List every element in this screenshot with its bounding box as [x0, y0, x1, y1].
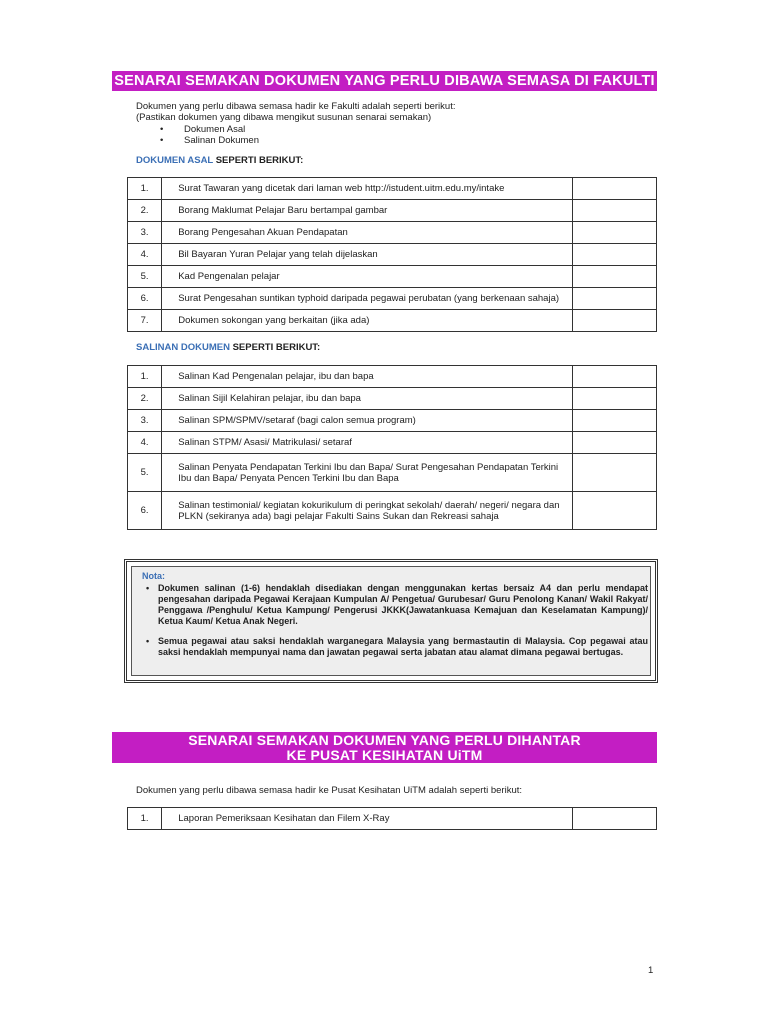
table-row	[128, 432, 657, 454]
row-number: 6.	[128, 492, 162, 530]
check-box-cell[interactable]	[572, 432, 656, 454]
row-number: 3.	[128, 222, 162, 244]
row-description: Dokumen sokongan yang berkaitan (jika ada)	[162, 310, 573, 332]
bullet-item: • Salinan Dokumen	[160, 135, 259, 146]
asal-heading	[136, 155, 303, 166]
page-number: 1	[648, 965, 654, 976]
table-row	[128, 244, 657, 266]
table-row	[128, 310, 657, 332]
table-row	[128, 388, 657, 410]
table-row	[128, 808, 657, 830]
row-description: Salinan testimonial/ kegiatan kokurikulum di peringkat sekolah/ daerah/ negeri/ negara dan PLKN (sekiranya ada) bagi pelajar Fakulti Sains Sukan dan Rekreasi sahaja	[162, 492, 573, 530]
banner-line-1: SENARAI SEMAKAN DOKUMEN YANG PERLU DIHANTAR	[188, 732, 581, 748]
row-number: 4.	[128, 432, 162, 454]
check-box-cell[interactable]	[572, 266, 656, 288]
row-number: 1.	[128, 808, 162, 830]
row-number: 2.	[128, 388, 162, 410]
note-list	[144, 583, 648, 667]
asal-heading-highlight: DOKUMEN ASAL	[136, 155, 214, 166]
intro-bullet-list	[160, 124, 259, 146]
row-description: Laporan Pemeriksaan Kesihatan dan Filem X-Ray	[162, 808, 573, 830]
asal-heading-rest: SEPERTI BERIKUT:	[213, 155, 304, 166]
row-description: Salinan SPM/SPMV/setaraf (bagi calon semua program)	[162, 410, 573, 432]
row-number: 4.	[128, 244, 162, 266]
row-description: Salinan Kad Pengenalan pelajar, ibu dan bapa	[162, 366, 573, 388]
check-box-cell[interactable]	[572, 244, 656, 266]
check-box-cell[interactable]	[572, 808, 656, 830]
intro-line-2: (Pastikan dokumen yang dibawa mengikut susunan senarai semakan)	[136, 112, 432, 123]
intro-line-1: Dokumen yang perlu dibawa semasa hadir ke Fakulti adalah seperti berikut:	[136, 101, 456, 112]
table-row	[128, 222, 657, 244]
row-description: Salinan Penyata Pendapatan Terkini Ibu dan Bapa/ Surat Pengesahan Pendapatan Terkini Ibu dan Bapa/ Penyata Pencen Terkini Ibu dan Bapa	[162, 454, 573, 492]
note-box	[124, 559, 658, 683]
row-number: 5.	[128, 454, 162, 492]
table-row	[128, 492, 657, 530]
row-number: 5.	[128, 266, 162, 288]
check-box-cell[interactable]	[572, 388, 656, 410]
check-box-cell[interactable]	[572, 178, 656, 200]
row-description: Salinan Sijil Kelahiran pelajar, ibu dan bapa	[162, 388, 573, 410]
table-row	[128, 410, 657, 432]
row-number: 6.	[128, 288, 162, 310]
section-banner-fakulti: SENARAI SEMAKAN DOKUMEN YANG PERLU DIBAWA SEMASA DI FAKULTI	[112, 71, 657, 91]
table-row	[128, 288, 657, 310]
banner-line-2: KE PUSAT KESIHATAN UiTM	[286, 746, 483, 763]
table-row	[128, 266, 657, 288]
check-box-cell[interactable]	[572, 200, 656, 222]
table-row	[128, 366, 657, 388]
table-row	[128, 178, 657, 200]
table-row	[128, 454, 657, 492]
row-number: 7.	[128, 310, 162, 332]
check-box-cell[interactable]	[572, 222, 656, 244]
note-item: • Semua pegawai atau saksi hendaklah warganegara Malaysia yang bermastautin di Malaysia. Cop pegawai atau saksi hendaklah mempunyai nama dan jawatan pegawai serta jabatan atau alamat dimana pegawai bertugas.	[144, 636, 648, 658]
note-item: • Dokumen salinan (1-6) hendaklah disediakan dengan menggunakan kertas bersaiz A4 dan perlu mendapat pengesahan daripada Pegawai Kerajaan Kumpulan A/ Pengetua/ Gurubesar/ Guru Penolong Kanan/ Wakil Rakyat/ Penggawa /Penghulu/ Ketua Kampung/ Pengerusi JKKK(Jawatankuasa Kemajuan dan Keselamatan Kampung)/ Ketua Kaum/ Ketua Anak Negeri.	[144, 583, 648, 627]
section-banner-kesihatan	[112, 732, 657, 763]
table-row	[128, 200, 657, 222]
kesihatan-intro: Dokumen yang perlu dibawa semasa hadir ke Pusat Kesihatan UiTM adalah seperti berikut:	[136, 785, 523, 796]
row-description: Salinan STPM/ Asasi/ Matrikulasi/ setaraf	[162, 432, 573, 454]
bullet-item: • Dokumen Asal	[160, 124, 259, 135]
check-box-cell[interactable]	[572, 410, 656, 432]
salinan-checklist-table	[127, 365, 657, 530]
row-number: 1.	[128, 178, 162, 200]
row-description: Surat Pengesahan suntikan typhoid daripada pegawai perubatan (yang berkenaan sahaja)	[162, 288, 573, 310]
row-number: 2.	[128, 200, 162, 222]
row-number: 1.	[128, 366, 162, 388]
check-box-cell[interactable]	[572, 366, 656, 388]
note-box-inner	[131, 566, 651, 676]
salinan-heading	[136, 342, 320, 353]
salinan-heading-rest: SEPERTI BERIKUT:	[229, 342, 321, 353]
row-description: Kad Pengenalan pelajar	[162, 266, 573, 288]
row-number: 3.	[128, 410, 162, 432]
check-box-cell[interactable]	[572, 310, 656, 332]
kesihatan-checklist-table	[127, 807, 657, 830]
asal-checklist-table	[127, 177, 657, 332]
check-box-cell[interactable]	[572, 288, 656, 310]
salinan-heading-highlight: SALINAN DOKUMEN	[136, 342, 230, 353]
check-box-cell[interactable]	[572, 454, 656, 492]
row-description: Surat Tawaran yang dicetak dari laman web http://istudent.uitm.edu.my/intake	[162, 178, 573, 200]
row-description: Borang Pengesahan Akuan Pendapatan	[162, 222, 573, 244]
row-description: Bil Bayaran Yuran Pelajar yang telah dijelaskan	[162, 244, 573, 266]
row-description: Borang Maklumat Pelajar Baru bertampal gambar	[162, 200, 573, 222]
note-title: Nota:	[142, 571, 165, 581]
check-box-cell[interactable]	[572, 492, 656, 530]
